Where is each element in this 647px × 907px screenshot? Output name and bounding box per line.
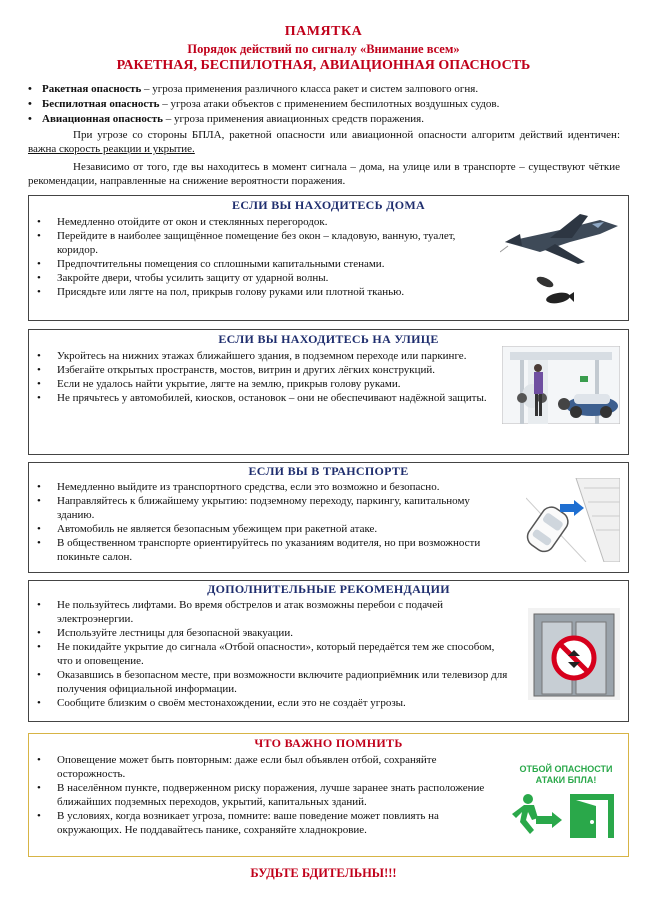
list-item: • Оповещение может быть повторным: даже если был объявлен отбой, сохраняйте осторожность. xyxy=(29,753,495,781)
definition-text: – угроза применения различного класса ракет и систем залпового огня. xyxy=(141,83,479,95)
transport-section-title: ЕСЛИ ВЫ В ТРАНСПОРТЕ xyxy=(248,464,409,478)
list-item: • Немедленно выйдите из транспортного средства, если это возможно и безопасно. xyxy=(29,480,499,494)
footer-warning: БУДЬТЕ БДИТЕЛЬНЫ!!! xyxy=(250,866,397,880)
list-item: • Предпочтительны помещения со сплошными капитальными стенами. xyxy=(29,257,469,271)
intro-text: При угрозе со стороны БПЛА, ракетной опасности или авиационной опасности алгоритм действий идентичен: xyxy=(73,129,620,141)
danger-heading: РАКЕТНАЯ, БЕСПИЛОТНАЯ, АВИАЦИОННАЯ ОПАСНОСТЬ xyxy=(116,58,531,73)
list-item: • Автомобиль не является безопасным убежищем при ракетной атаке. xyxy=(29,522,499,536)
list-item: • Не прячьтесь у автомобилей, киосков, остановок – они не обеспечивают надёжной защиты. xyxy=(29,391,487,405)
page-title: ПАМЯТКА xyxy=(284,24,363,39)
sign-line-2: АТАКИ БПЛА! xyxy=(535,775,597,785)
list-item: • Не пользуйтесь лифтами. Во время обстрелов и атак возможны перебои с подачей электроэнергии. xyxy=(29,598,509,626)
list-item: • Используйте лестницы для безопасной эвакуации. xyxy=(29,626,509,640)
intro-paragraph-2: Независимо от того, где вы находитесь в момент сигнала – дома, на улице или в транспорте – существуют чёткие рекомендации, направленные на снижение вероятности поражения. xyxy=(28,161,620,187)
remember-section-title: ЧТО ВАЖНО ПОМНИТЬ xyxy=(254,736,403,750)
definition-item xyxy=(28,97,628,112)
definition-item xyxy=(28,112,628,127)
definition-text: – угроза атаки объектов с применением беспилотных воздушных судов. xyxy=(159,98,500,110)
definition-item xyxy=(28,82,628,97)
list-item: • В общественном транспорте ориентируйтесь по указаниям водителя, но при возможности покиньте салон. xyxy=(29,536,499,564)
list-item: • Направляйтесь к ближайшему укрытию: подземному переходу, паркингу, капитальному зданию. xyxy=(29,494,499,522)
list-item: • В условиях, когда возникает угроза, помните: ваше поведение может повлиять на окружающих. Не поддавайтесь панике, сохраняйте хладнокровие. xyxy=(29,809,495,837)
home-section-title: ЕСЛИ ВЫ НАХОДИТЕСЬ ДОМА xyxy=(232,198,425,212)
page-subtitle: Порядок действий по сигналу «Внимание всем» xyxy=(187,42,460,56)
definition-text: – угроза применения авиационных средств поражения. xyxy=(162,113,424,125)
list-item: • Немедленно отойдите от окон и стеклянных перегородок. xyxy=(29,215,469,229)
street-list xyxy=(29,349,487,405)
extra-section-title: ДОПОЛНИТЕЛЬНЫЕ РЕКОМЕНДАЦИИ xyxy=(207,582,450,596)
list-item: • Не покидайте укрытие до сигнала «Отбой опасности», который передаётся тем же способом, что и оповещение. xyxy=(29,640,509,668)
street-section-title: ЕСЛИ ВЫ НАХОДИТЕСЬ НА УЛИЦЕ xyxy=(218,332,439,346)
all-clear-sign xyxy=(510,764,622,840)
remember-list xyxy=(29,753,495,837)
list-item: • Если не удалось найти укрытие, лягте на землю, прикрыв голову руками. xyxy=(29,377,487,391)
no-elevator-icon xyxy=(528,608,620,700)
emergency-exit-icon xyxy=(510,790,622,840)
fighter-jet-icon xyxy=(500,212,622,307)
home-list xyxy=(29,215,469,299)
list-item: • Укройтесь на нижних этажах ближайшего здания, в подземном переходе или паркинге. xyxy=(29,349,487,363)
intro-paragraph-1 xyxy=(28,128,620,156)
transport-list xyxy=(29,480,499,564)
list-item: • Перейдите в наиболее защищённое помещение без окон – кладовую, ванную, туалет, коридор. xyxy=(29,229,469,257)
definition-term: Беспилотная опасность xyxy=(42,98,160,110)
underground-parking-icon xyxy=(502,346,620,424)
list-item: • Закройте двери, чтобы усилить защиту от ударной волны. xyxy=(29,271,469,285)
list-item: • В населённом пункте, подверженном риску поражения, лучше заранее знать расположение ближайших подземных переходов, укрытий, капитальных зданий. xyxy=(29,781,495,809)
definition-term: Авиационная опасность xyxy=(42,113,163,125)
definition-term: Ракетная опасность xyxy=(42,83,142,95)
list-item: • Присядьте или лягте на пол, прикрыв голову руками или плотной тканью. xyxy=(29,285,469,299)
sign-line-1: ОТБОЙ ОПАСНОСТИ xyxy=(519,764,613,774)
list-item: • Сообщите близким о своём местонахождении, если это не создаёт угрозы. xyxy=(29,696,509,710)
definitions-list xyxy=(28,82,628,127)
list-item: • Оказавшись в безопасном месте, при возможности включите радиоприёмник или телевизор для получения официальной информации. xyxy=(29,668,509,696)
intro-emphasis: важна скорость реакции и укрытие. xyxy=(28,143,195,155)
list-item: • Избегайте открытых пространств, мостов, витрин и других лёгких конструкций. xyxy=(29,363,487,377)
car-exit-icon xyxy=(526,478,620,562)
extra-list xyxy=(29,598,509,710)
